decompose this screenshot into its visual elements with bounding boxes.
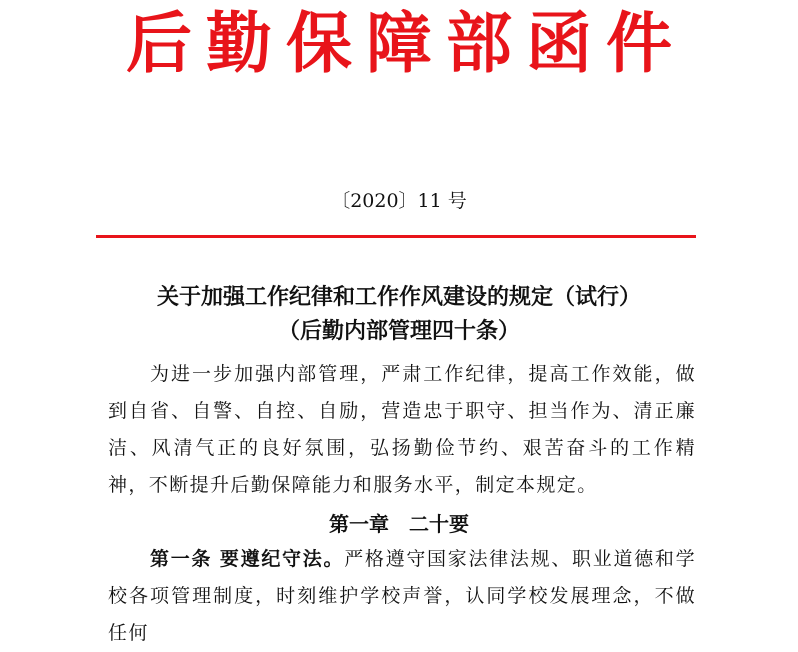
document-number: 〔2020〕11 号 [331, 190, 467, 212]
chapter-heading: 第一章 二十要 [329, 512, 469, 536]
document-subtitle: （后勤内部管理四十条） [277, 319, 520, 344]
red-divider-line [96, 235, 696, 238]
document-title: 关于加强工作纪律和工作作风建设的规定（试行） [156, 285, 641, 310]
masthead-title: 后勤保障部函件 [126, 5, 686, 82]
article-number: 第一条 [150, 548, 213, 570]
intro-paragraph: 为进一步加强内部管理，严肃工作纪律，提高工作效能，做到自省、自警、自控、自励，营造忠于职守、担当作为、清正廉洁、风清气正的良好氛围，弘扬勤俭节约、艰苦奋斗的工作精神，不断提升后勤保障能力和服务水平，制定本规定。 [108, 363, 696, 496]
article-paragraph [108, 541, 696, 644]
article-heading: 要遵纪守法。 [219, 548, 345, 570]
article-text: 严格遵守国家法律法规、职业道德和学校各项管理制度，时刻维护学校声誉，认同学校发展理念，不做任何 [108, 548, 696, 644]
